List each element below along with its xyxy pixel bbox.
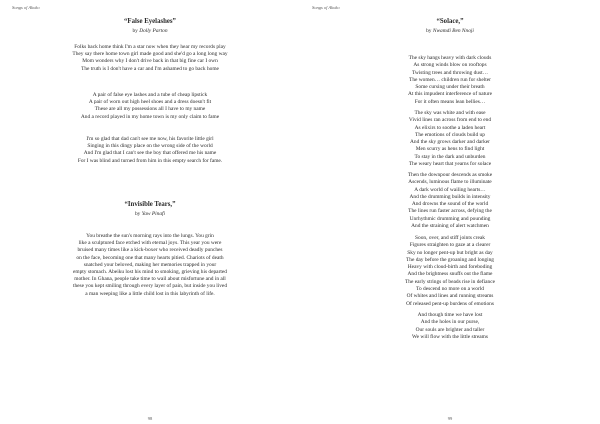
- verse-line: Some cursing under their breath: [415, 84, 485, 91]
- verse-line: The women… children run for shelter: [409, 76, 491, 83]
- poem-title: “Invisible Tears,”: [124, 201, 176, 208]
- verse-line: Men scurry as hens to find light: [415, 146, 485, 153]
- stanza: [0, 136, 300, 165]
- verse-line: Unrhythmic drumming and pounding: [409, 215, 491, 222]
- poem-author: Nwamdi Ben Nnoji: [432, 28, 474, 34]
- verse-line: The weary heart that yearns for solace: [408, 161, 492, 168]
- by-word: by: [132, 28, 138, 34]
- verse-line: As strong winds blow on rooftops: [413, 62, 487, 69]
- verse-line: They say there home town girl made good and she'd go a long long way: [72, 51, 228, 58]
- verse-line: A pair of false eye lashes and a tube of cheap lipstick: [92, 92, 208, 98]
- verse-line: mother. In Ghana, people take time to wail about misfortune and in all: [74, 276, 226, 283]
- verse-line: To descend no more on a world: [416, 286, 484, 293]
- stanza: [300, 235, 600, 308]
- verse-line: The early strings of beads rise in defiance: [405, 278, 495, 285]
- stanza: [300, 110, 600, 168]
- verse-line: Our souls are brighter and taller: [415, 326, 485, 333]
- verse-line: And the sky grows darker and darker: [410, 139, 490, 146]
- verse-line: The truth is I don't have a car and I'm ashamed to go back home: [81, 65, 219, 72]
- verse-line: Of whites and lines and running streams: [406, 293, 494, 300]
- verse-line: And drowns the sound of the world: [411, 201, 489, 208]
- by-word: by: [426, 28, 432, 34]
- by-word: by: [134, 211, 141, 217]
- verse-line: And a record played in my home town is my only claim to fame: [80, 113, 220, 120]
- verse-line: And the holes in our purse,: [420, 319, 480, 326]
- running-head: Songs of Akoko: [312, 5, 340, 10]
- poem-byline: [300, 28, 600, 35]
- poem-title: “False Eyelashes”: [124, 18, 176, 25]
- verse-line: Sky no longer pent-up but bright as day: [407, 249, 493, 256]
- verse-line: like a sculptured face etched with eternal joys. This year you were: [78, 240, 222, 247]
- verse-line: As elixirs to soothe a laden heart: [414, 124, 486, 131]
- verse-line: The day before the groaning and longing: [405, 256, 495, 263]
- verse-line: these you kept smiling through every layer of pain, but inside you lived: [72, 283, 228, 290]
- verse-line: bruised many times like a kick-boxer who received deadly punches: [77, 247, 223, 254]
- prose-poem: [0, 233, 300, 298]
- verse-line: To stay in the dark and unburden: [414, 153, 486, 160]
- verse-line: These are all my possessions all I have to my name: [94, 106, 206, 113]
- verse-line: Vivid lines ran across from end to end: [408, 117, 492, 124]
- page-number: 98: [147, 416, 153, 421]
- verse-line: And though time we have lost: [417, 312, 483, 318]
- verse-line: And the brightness snuffs out the flame: [407, 271, 493, 278]
- poem-title: “Solace,”: [436, 18, 464, 25]
- verse-line: We will flow with the little streams: [412, 333, 488, 340]
- verse-line: The sky hangs heavy with dark clouds: [408, 55, 492, 61]
- verse-line: I'm so glad that dad can't see me now, his favorite little girl: [86, 136, 214, 142]
- verse-line: The lines run faster across, defying the: [408, 208, 492, 215]
- verse-line: snatched your beloved, making her memories trapped in your: [83, 261, 217, 268]
- verse-line: a man weeping like a little child lost in this labyrinth of life.: [85, 290, 215, 297]
- verse-line: Then the downpour descends as smoke: [407, 172, 493, 178]
- verse-line: Mom wonders why I don't drive back in that big fine car I own: [82, 58, 218, 65]
- verse-line: And the straining of alert watchmen: [411, 223, 489, 230]
- verse-line: And the drumming builds in intensity: [409, 193, 491, 200]
- page-number: 99: [447, 416, 453, 421]
- stanza: [0, 92, 300, 121]
- stanza: [0, 44, 300, 73]
- poem-author: Yaw Pinafi: [141, 211, 166, 217]
- right-page: [300, 0, 600, 424]
- verse-line: And I'm glad that I can't see the boy that offered me his name: [83, 150, 217, 157]
- verse-line: Singing in this dingy place on the wrong side of the world: [87, 143, 213, 150]
- verse-line: empty stomach. Abeiku lost his mind to smoking, grieving his departed: [73, 269, 227, 276]
- running-head: Songs of Akoko: [12, 5, 40, 10]
- verse-line: A dark world of wailing hearts…: [414, 186, 486, 193]
- verse-line: Heavy with cloud-birth and foreboding: [407, 264, 493, 271]
- poem-author: Dolly Parton: [139, 28, 168, 34]
- verse-line: A pair of worn out high heel shoes and a dress doesn't fit: [88, 99, 212, 106]
- verse-line: Figures straighten to gaze at a clearer: [409, 242, 491, 249]
- verse-line: The sky was white and with ease: [414, 110, 486, 116]
- verse-line: on the face, becoming one that many hearts pitied. Chariots of death: [76, 254, 224, 261]
- verse-line: You breathe the sun's morning rays into the lungs. You grin: [86, 233, 214, 239]
- poem-byline: [0, 211, 300, 218]
- stanza: [300, 172, 600, 230]
- verse-line: Twisting trees and throwing dust…: [412, 69, 488, 76]
- verse-line: For it often means lean bellies…: [414, 98, 486, 105]
- verse-line: At this impudent interference of nature: [408, 91, 492, 98]
- verse-line: The emotions of clouds build up: [415, 131, 485, 138]
- verse-line: Of released pent-up burdens of emotions: [406, 300, 494, 307]
- stanza: [300, 55, 600, 106]
- verse-line: Folks back home think I'm a star now when they hear my records play: [74, 44, 226, 50]
- verse-line: Soon, over, and stiff joints creak: [415, 235, 485, 241]
- verse-line: For I was blind and turned from him in this empty search for fame.: [77, 157, 223, 164]
- stanza: [300, 312, 600, 341]
- poem-byline: [0, 28, 300, 35]
- verse-line: Ascends, luminous flame to illuminate: [408, 179, 492, 186]
